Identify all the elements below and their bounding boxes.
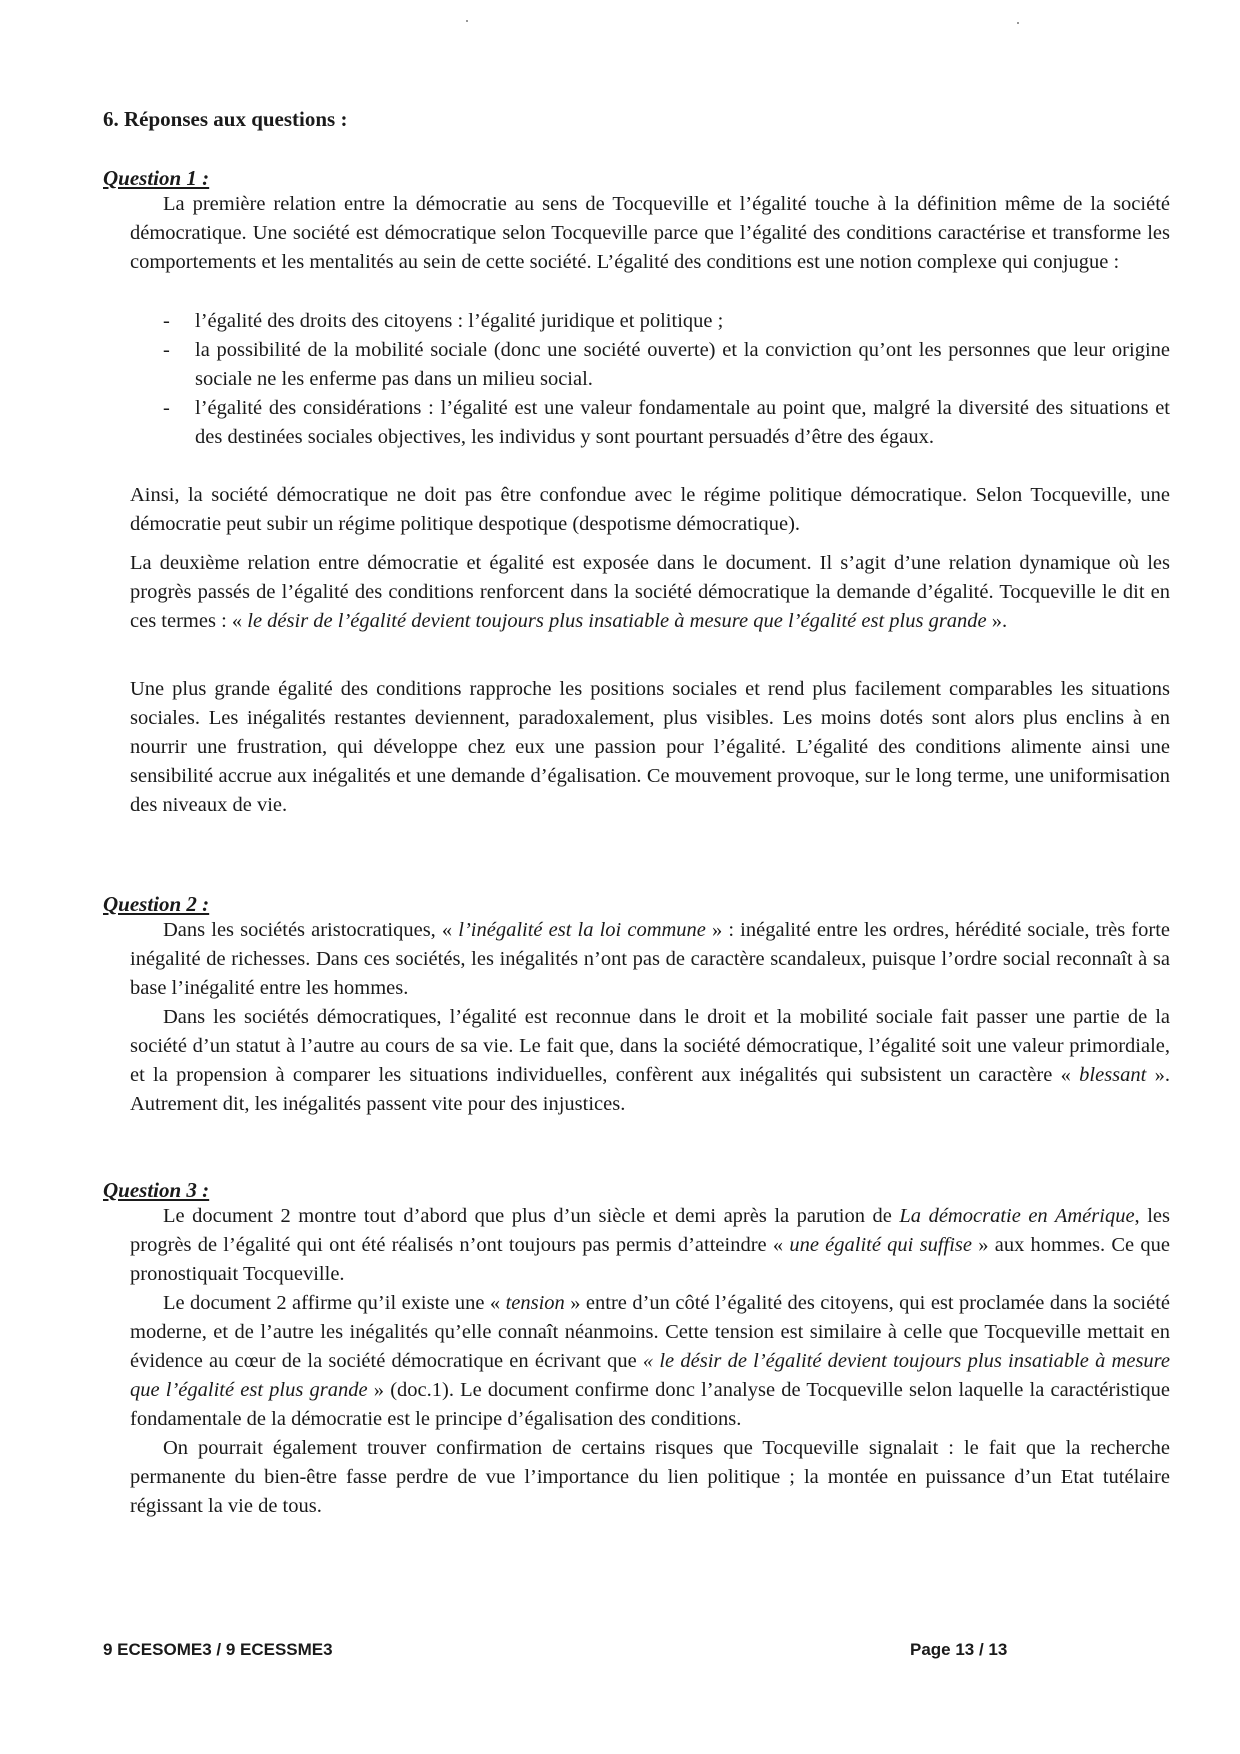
tocqueville-quote: le désir de l’égalité devient toujours plus insatiable à mesure que l’égalité est plus grande: [247, 610, 987, 632]
book-title: La démocratie en Amérique: [899, 1205, 1135, 1227]
q1-equality-paragraph: Une plus grande égalité des conditions rapproche les positions sociales et rend plus facilement comparables les situations sociales. Les inégalités restantes deviennent, paradoxalement, plus visibles. Les moins dotés sont alors plus enclins à en nourrir une frustration, qui développe chez eux une passion pour l’égalité. L’égalité des conditions alimente ainsi une sensibilité accrue aux inégalités et une demande d’égalisation. Ce mouvement provoque, sur le long terme, une uniformisation des niveaux de vie.: [130, 678, 1170, 816]
question-2-heading: Question 2 :: [103, 892, 210, 916]
inegalite-quote: l’inégalité est la loi commune: [458, 919, 706, 941]
question-3-heading: Question 3 :: [103, 1178, 210, 1202]
q3-tension-paragraph: Le document 2 affirme qu’il existe une « tension » entre d’un côté l’égalité des citoyens, qui est proclamée dans la société moderne, et de l’autre les inégalités qu’elle connaît néanmoins. Cette tension est similaire à celle que Tocqueville mettait en évidence au cœur de la société démocratique en écrivant que « le désir de l’égalité devient toujours plus insatiable à mesure que l’égalité est plus grande » (doc.1). Le document confirme donc l’analyse de Tocqueville selon laquelle la caractéristique fondamentale de la démocratie est le principe d’égalisation des conditions.: [130, 1292, 1171, 1430]
question-1-heading: Question 1 :: [103, 166, 210, 190]
footer-page-number: Page 13 / 13: [910, 1640, 1008, 1659]
q1-intro-paragraph: La première relation entre la démocratie au sens de Tocqueville et l’égalité touche à la définition même de la société démocratique. Une société est démocratique selon Tocqueville parce que l’égalité des conditions caractérise et transforme les comportements et les mentalités au sein de cette société. L’égalité des conditions est une notion complexe qui conjugue :: [130, 193, 1170, 273]
q2-democratic-paragraph: Dans les sociétés démocratiques, l’égalité est reconnue dans le droit et la mobilité sociale fait passer une partie de la société d’un statut à l’autre au cours de sa vie. Le fait que, dans la société démocratique, l’égalité soit une valeur primordiale, et la propension à comparer les situations individuelles, confèrent aux inégalités qui subsistent un caractère « blessant ». Autrement dit, les inégalités passent vite pour des injustices.: [130, 1006, 1171, 1115]
q1-bullet-list: [163, 307, 1170, 452]
q3-document2-paragraph: Le document 2 montre tout d’abord que plus d’un siècle et demi après la parution de La démocratie en Amérique, les progrès de l’égalité qui ont été réalisés n’ont toujours pas permis d’atteindre « une égalité qui suffise » aux hommes. Ce que pronostiquait Tocqueville.: [130, 1205, 1170, 1285]
q3-risks-paragraph: On pourrait également trouver confirmation de certains risques que Tocqueville signalait : le fait que la recherche permanente du bien-être fasse perdre de vue l’importance du lien politique ; la montée en puissance d’un Etat tutélaire régissant la vie de tous.: [130, 1437, 1170, 1517]
section-title: 6. Réponses aux questions :: [103, 107, 348, 131]
egalite-quote: une égalité qui suffise: [789, 1234, 973, 1256]
blessant-quote: blessant: [1079, 1064, 1147, 1086]
tension-word: tension: [505, 1292, 565, 1314]
list-item: - la possibilité de la mobilité sociale (donc une société ouverte) et la conviction qu’ont les personnes que leur origine sociale ne les enferme pas dans un milieu social.: [163, 339, 1170, 390]
desir-quote: « le désir de l’égalité devient toujours plus insatiable à mesure que l’égalité est plus grande: [130, 1350, 1170, 1401]
q2-aristocratic-paragraph: Dans les sociétés aristocratiques, « l’inégalité est la loi commune » : inégalité entre les ordres, hérédité sociale, très forte inégalité de richesses. Dans ces sociétés, les inégalités n’ont pas de caractère scandaleux, puisque l’ordre social reconnaît à sa base l’inégalité entre les hommes.: [130, 919, 1170, 999]
list-item: - l’égalité des droits des citoyens : l’égalité juridique et politique ;: [163, 310, 724, 332]
scan-speck: [1017, 22, 1019, 24]
footer-exam-code: 9 ECESOME3 / 9 ECESSME3: [103, 1640, 333, 1659]
q1-second-relation-paragraph: La deuxième relation entre démocratie et égalité est exposée dans le document. Il s’agit d’une relation dynamique où les progrès passés de l’égalité des conditions renforcent dans la société démocratique la demande d’égalité. Tocqueville le dit en ces termes : « le désir de l’égalité devient toujours plus insatiable à mesure que l’égalité est plus grande ».: [130, 552, 1170, 632]
list-item: - l’égalité des considérations : l’égalité est une valeur fondamentale au point que, malgré la diversité des situations et des destinées sociales objectives, les individus y sont pourtant persuadés d’être des égaux.: [163, 397, 1170, 448]
scan-speck: [466, 20, 468, 22]
q1-ainsi-paragraph: Ainsi, la société démocratique ne doit pas être confondue avec le régime politique démocratique. Selon Tocqueville, une démocratie peut subir un régime politique despotique (despotisme démocratique).: [130, 484, 1170, 535]
